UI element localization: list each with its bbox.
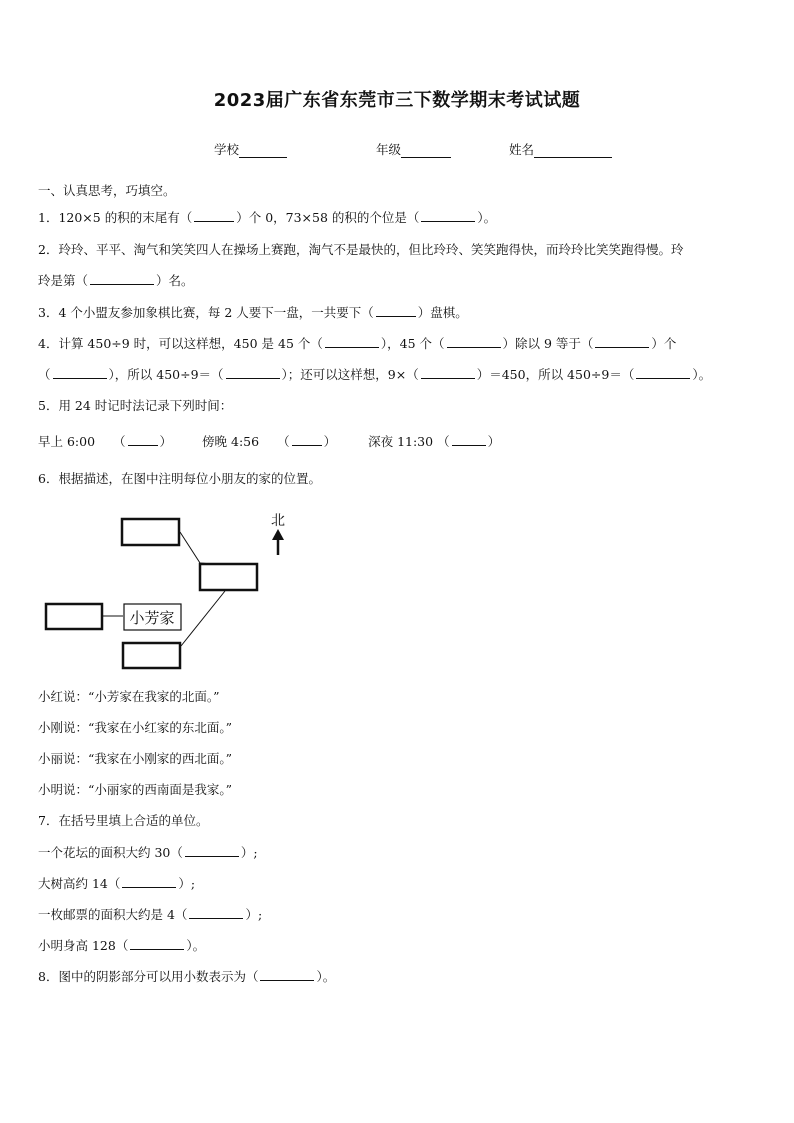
statement-xiaoli: 小丽说：“我家在小刚家的西北面。”: [38, 751, 233, 766]
q4-blank-6[interactable]: [421, 365, 475, 379]
section-heading: 一、认真思考，巧填空。: [38, 183, 176, 198]
q1-text-a: 1．120×5 的积的末尾有（: [38, 210, 193, 225]
q7-b-text: 大树高约 14（: [38, 876, 121, 891]
connector-line: [181, 591, 225, 646]
question-2-line-1: 2．玲玲、平平、淘气和笑笑四人在操场上赛跑，淘气不是最快的，但比玲玲、笑笑跑得快，而玲玲比笑笑跑得慢。玲: [38, 242, 684, 257]
q4-blank-5[interactable]: [226, 365, 280, 379]
question-8: [38, 967, 335, 985]
q4-text-1c: ）除以 9 等于（: [502, 336, 594, 351]
q7-item-d: [38, 936, 205, 954]
q4-blank-3[interactable]: [595, 334, 649, 348]
question-5: 5．用 24 时记时法记录下列时间：: [38, 398, 233, 413]
q2-text-b: ）名。: [156, 273, 194, 288]
position-diagram: [40, 505, 300, 675]
q4-blank-4[interactable]: [53, 365, 107, 379]
page-title: 2023届广东省东莞市三下数学期末考试试题: [213, 90, 581, 111]
name-label: 姓名: [509, 142, 535, 157]
q7-blank-a[interactable]: [185, 843, 239, 857]
q7-a-end: ）;: [240, 845, 258, 860]
paren-close: ）: [487, 434, 501, 449]
paren-open: （: [113, 434, 126, 449]
q1-blank-2[interactable]: [421, 208, 475, 222]
q3-text-a: 3．4 个小盟友参加象棋比赛，每 2 人要下一盘，一共要下（: [38, 305, 374, 320]
q4-text-2e: ）。: [692, 367, 712, 382]
question-4-line-1: [38, 334, 676, 352]
q7-a-text: 一个花坛的面积大约 30（: [38, 845, 183, 860]
time-morning-label: 早上 6:00: [38, 434, 96, 449]
q7-item-c: [38, 905, 262, 923]
q7-blank-c[interactable]: [189, 905, 243, 919]
q8-text-b: ）。: [316, 969, 336, 984]
xiaofang-house-label: 小芳家: [129, 609, 175, 627]
grade-field: [376, 140, 451, 158]
q2-blank[interactable]: [90, 271, 154, 285]
q1-blank-1[interactable]: [194, 208, 234, 222]
q7-c-end: ）;: [245, 907, 263, 922]
statement-xiaogang: 小刚说：“我家在小红家的东北面。”: [38, 720, 233, 735]
time-night-blank[interactable]: [452, 432, 486, 446]
q4-text-2c: ）；还可以这样想，9×（: [281, 367, 419, 382]
north-arrowhead-icon: [272, 529, 284, 540]
question-2-line-2: [38, 271, 194, 289]
name-blank[interactable]: [534, 143, 612, 158]
q7-c-text: 一枚邮票的面积大约是 4（: [38, 907, 188, 922]
name-field: [509, 140, 612, 158]
school-blank[interactable]: [239, 143, 287, 158]
statement-xiaohong: 小红说：“小芳家在我家的北面。”: [38, 689, 220, 704]
question-6: 6．根据描述，在图中注明每位小朋友的家的位置。: [38, 471, 321, 486]
q4-blank-1[interactable]: [325, 334, 379, 348]
blank-house-box-bottom[interactable]: [123, 643, 180, 668]
q7-item-a: [38, 843, 258, 861]
blank-house-box-left[interactable]: [46, 604, 102, 629]
question-4-line-2: [38, 365, 711, 383]
question-1: [38, 208, 496, 226]
q7-blank-b[interactable]: [122, 874, 176, 888]
paren-close: ）: [159, 434, 173, 449]
north-label: 北: [271, 513, 285, 529]
statement-xiaoming: 小明说：“小丽家的西南面是我家。”: [38, 782, 233, 797]
school-field: [214, 140, 287, 158]
q1-text-b: ）个 0，73×58 的积的个位是（: [236, 210, 420, 225]
paren-open: （: [437, 434, 450, 449]
grade-blank[interactable]: [401, 143, 451, 158]
q2-text-a: 玲是第（: [38, 273, 89, 288]
time-evening-label: 傍晚 4:56: [202, 434, 260, 449]
q4-text-1d: ）个: [651, 336, 677, 351]
q7-b-end: ）;: [178, 876, 196, 891]
q8-blank[interactable]: [260, 967, 314, 981]
time-night-label: 深夜 11:30: [368, 434, 434, 449]
blank-house-box-right[interactable]: [200, 564, 257, 590]
school-label: 学校: [214, 142, 240, 157]
paren-close: ）: [323, 434, 337, 449]
q7-blank-d[interactable]: [130, 936, 184, 950]
question-5-times: [38, 432, 500, 450]
q1-text-c: ）。: [477, 210, 497, 225]
q4-blank-2[interactable]: [447, 334, 501, 348]
grade-label: 年级: [376, 142, 402, 157]
q7-item-b: [38, 874, 195, 892]
q4-text-2d: ）＝450，所以 450÷9＝（: [476, 367, 635, 382]
q4-text-1a: 4．计算 450÷9 时，可以这样想，450 是 45 个（: [38, 336, 323, 351]
q4-blank-7[interactable]: [636, 365, 690, 379]
connector-line: [180, 532, 200, 563]
q7-d-end: ）。: [186, 938, 206, 953]
paren-open: （: [277, 434, 290, 449]
time-morning-blank[interactable]: [128, 432, 158, 446]
q7-d-text: 小明身高 128（: [38, 938, 129, 953]
question-7: 7．在括号里填上合适的单位。: [38, 813, 209, 828]
q4-text-1b: ），45 个（: [380, 336, 445, 351]
q4-text-2b: ），所以 450÷9＝（: [108, 367, 224, 382]
blank-house-box-top[interactable]: [122, 519, 179, 545]
question-3: [38, 303, 468, 321]
q4-text-2a: （: [38, 367, 51, 382]
q3-text-b: ）盘棋。: [417, 305, 468, 320]
q8-text-a: 8．图中的阴影部分可以用小数表示为（: [38, 969, 259, 984]
time-evening-blank[interactable]: [292, 432, 322, 446]
q3-blank[interactable]: [376, 303, 416, 317]
